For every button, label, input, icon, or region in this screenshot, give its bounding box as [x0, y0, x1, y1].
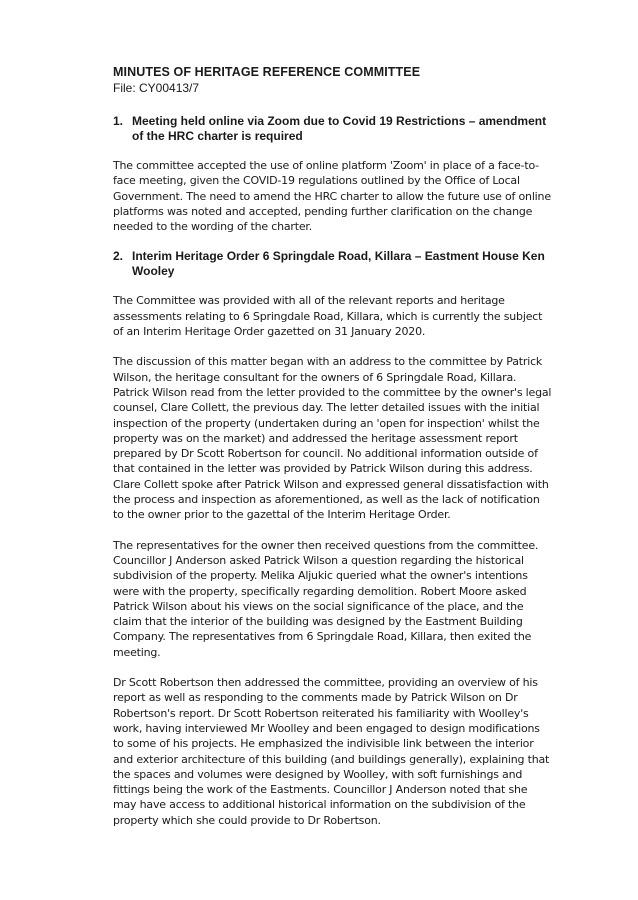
paragraph: The representatives for the owner then received questions from the committee. Councillor J Anderson asked Patrick Wilson a question regarding the historical subdivision of the property. Melika Aljukic queried what the owner's intentions were with the property, specifically regarding demolition. Robert Moore asked Patrick Wilson about his views on the social significance of the place, and the claim that the interior of the building was designed by the Eastment Building Company. The representatives from 6 Springdale Road, Killara, then exited the meeting.: [113, 538, 539, 659]
paragraph: The committee accepted the use of online platform 'Zoom' in place of a face-to-face meeting, given the COVID-19 regulations outlined by the Office of Local Government. The need to amend the HRC charter to allow the future use of online platforms was noted and accepted, pending further clarification on the change needed to the wording of the charter.: [113, 159, 551, 234]
section-number: 1.: [113, 114, 124, 128]
section-heading: [113, 249, 553, 279]
section-2: [113, 249, 553, 828]
section-number: 2.: [113, 249, 124, 264]
section-heading: [113, 114, 553, 144]
paragraph: Dr Scott Robertson then addressed the committee, providing an overview of his report as well as responding to the comments made by Patrick Wilson on Dr Robertson's report. Dr Scott Robertson reiterated his familiarity with Woolley's work, having interviewed Mr Woolley and been engaged to design modifications to some of his projects. He emphasized the indivisible link between the interior and exterior architecture of this building (and buildings generally), explaining that the spaces and volumes were designed by Woolley, with soft furnishings and fittings being the work of the Eastments. Councillor J Anderson noted that she may have access to additional historical information on the subdivision of the property which she could provide to Dr Robertson.: [113, 676, 550, 827]
paragraph: The Committee was provided with all of the relevant reports and heritage assessments relating to 6 Springdale Road, Killara, which is currently the subject of an Interim Heritage Order gazetted on 31 January 2020.: [113, 294, 543, 339]
section-1: [113, 114, 553, 234]
paragraph: The discussion of this matter began with an address to the committee by Patrick Wilson, the heritage consultant for the owners of 6 Springdale Road, Killara. Patrick Wilson read from the letter provided to the committee by the owner's legal counsel, Clare Collett, the previous day. The letter detailed issues with the initial inspection of the property (undertaken during an 'open for inspection' whilst the property was on the market) and addressed the heritage assessment report prepared by Dr Scott Robertson for council. No additional information outside of that contained in the letter was provided by Patrick Wilson during this address. Clare Collett spoke after Patrick Wilson and expressed general dissatisfaction with the process and inspection as aforementioned, as well as the lack of notification to the owner prior to the gazettal of the Interim Heritage Order.: [113, 355, 552, 522]
section-title: Interim Heritage Order 6 Springdale Road, Killara – Eastment House Ken Wooley: [132, 249, 545, 279]
document-page: [113, 64, 553, 843]
section-title: Meeting held online via Zoom due to Covid 19 Restrictions – amendment of the HRC charter is required: [132, 114, 547, 143]
file-reference: File: CY00413/7: [113, 81, 200, 95]
document-title: MINUTES OF HERITAGE REFERENCE COMMITTEE: [113, 65, 421, 79]
